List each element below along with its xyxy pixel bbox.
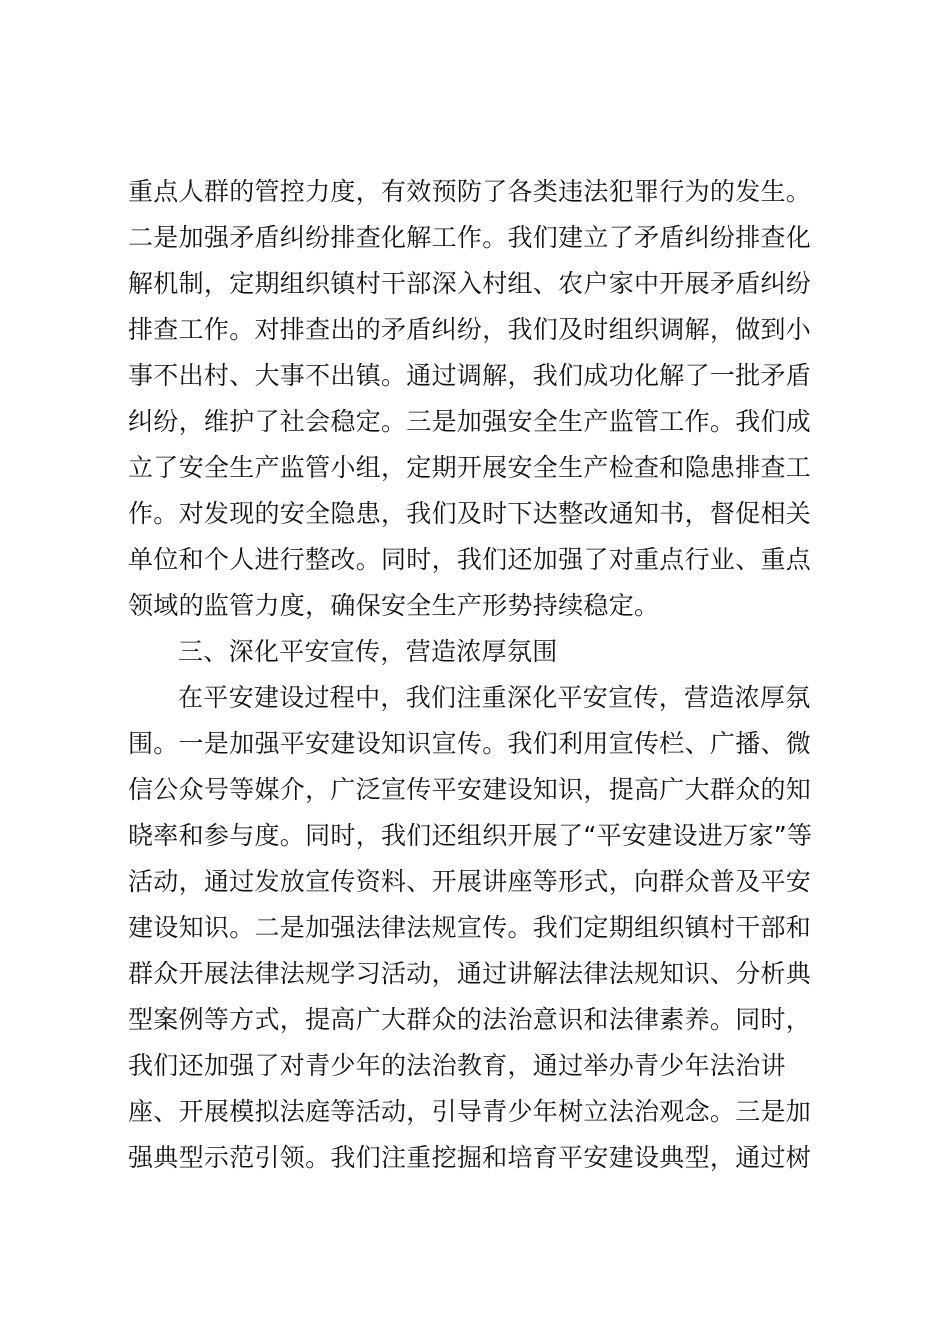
paragraph-first-line: 在平安建设过程中，我们注重深化平安宣传，营造浓厚氛	[178, 683, 811, 712]
text-line: 纠纷，维护了社会稳定。三是加强安全生产监管工作。我们成	[128, 407, 812, 436]
text-line: 重点人群的管控力度，有效预防了各类违法犯罪行为的发生。	[128, 177, 812, 206]
text-line: 信公众号等媒介，广泛宣传平安建设知识，提高广大群众的知	[128, 775, 812, 804]
text-line: 群众开展法律法规学习活动，通过讲解法律法规知识、分析典	[128, 959, 812, 988]
text-line: 解机制，定期组织镇村干部深入村组、农户家中开展矛盾纠纷	[128, 269, 812, 298]
text-line: 围。一是加强平安建设知识宣传。我们利用宣传栏、广播、微	[128, 729, 812, 758]
text-line: 座、开展模拟法庭等活动，引导青少年树立法治观念。三是加	[128, 1097, 812, 1126]
text-line: 作。对发现的安全隐患，我们及时下达整改通知书，督促相关	[128, 499, 812, 528]
text-line: 强典型示范引领。我们注重挖掘和培育平安建设典型，通过树	[128, 1143, 812, 1172]
text-line: 排查工作。对排查出的矛盾纠纷，我们及时组织调解，做到小	[128, 315, 812, 344]
text-line: 单位和个人进行整改。同时，我们还加强了对重点行业、重点	[128, 545, 812, 574]
text-line: 立了安全生产监管小组，定期开展安全生产检查和隐患排查工	[128, 453, 812, 482]
text-line: 活动，通过发放宣传资料、开展讲座等形式，向群众普及平安	[128, 867, 812, 896]
text-line: 晓率和参与度。同时，我们还组织开展了“平安建设进万家”等	[128, 821, 813, 850]
text-line: 型案例等方式，提高广大群众的法治意识和法律素养。同时，	[128, 1005, 812, 1034]
text-line: 领域的监管力度，确保安全生产形势持续稳定。	[128, 591, 660, 620]
text-line: 事不出村、大事不出镇。通过调解，我们成功化解了一批矛盾	[128, 361, 812, 390]
text-line: 二是加强矛盾纠纷排查化解工作。我们建立了矛盾纠纷排查化	[128, 223, 812, 252]
text-line: 建设知识。二是加强法律法规宣传。我们定期组织镇村干部和	[128, 913, 812, 942]
text-line: 我们还加强了对青少年的法治教育，通过举办青少年法治讲	[128, 1051, 786, 1080]
section-heading: 三、深化平安宣传，营造浓厚氛围	[178, 637, 558, 666]
